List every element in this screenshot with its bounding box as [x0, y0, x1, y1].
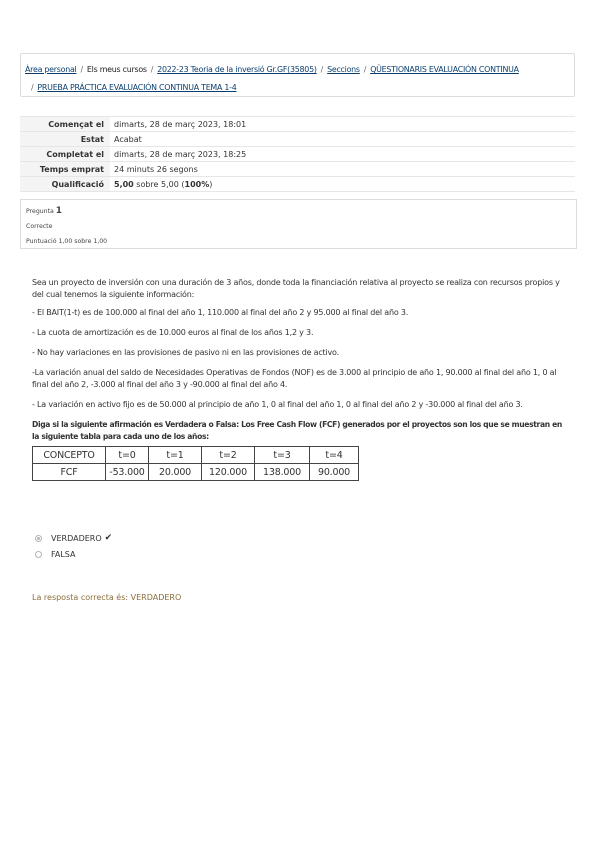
question-text — [32, 277, 567, 481]
summary-row — [20, 162, 575, 177]
summary-value: 24 minuts 26 segons — [114, 164, 198, 174]
summary-value: dimarts, 28 de març 2023, 18:25 — [114, 149, 247, 159]
question-points: Puntuació 1,00 sobre 1,00 — [26, 238, 108, 245]
breadcrumb-separator: / — [150, 65, 154, 74]
question-number-value: 1 — [55, 206, 63, 216]
fcf-header-cell: CONCEPTO — [33, 447, 106, 464]
summary-label: Temps emprat — [20, 162, 110, 177]
summary-row — [20, 117, 575, 132]
question-number — [26, 204, 571, 219]
fcf-cell: -53.000 — [106, 464, 149, 481]
fcf-data-row — [33, 464, 359, 481]
summary-row — [20, 177, 575, 192]
question-paragraph: Sea un proyecto de inversión con una duración de 3 años, donde toda la financiación relativa al proyecto se realiza con recursos propios y del cual tenemos la siguiente información: — [32, 278, 560, 299]
fcf-header-cell: t=2 — [202, 447, 255, 464]
question-info-box — [20, 199, 577, 249]
breadcrumb-separator: / — [80, 65, 83, 74]
breadcrumb-link-prueba[interactable]: PRUEBA PRÁCTICA EVALUACIÓN CONTINUA TEMA 1-4 — [37, 83, 237, 92]
answer-label: VERDADERO — [51, 533, 102, 543]
answer-label: FALSA — [51, 549, 76, 559]
breadcrumb-separator: / — [363, 65, 367, 74]
fcf-table — [32, 446, 359, 481]
question-paragraph: -La variación anual del saldo de Necesidades Operativas de Fondos (NOF) es de 3.000 al principio de año 1, 90.000 al final del año 1, 0 al final del año 2, -3.000 al final del año 3 y -90.000 al final del año 4. — [32, 368, 557, 389]
summary-label: Estat — [20, 132, 110, 147]
breadcrumb-link-seccions[interactable]: Seccions — [327, 65, 360, 74]
summary-label: Completat el — [20, 147, 110, 162]
summary-row — [20, 132, 575, 147]
breadcrumb-link-area-personal[interactable]: Àrea personal — [25, 65, 77, 74]
breadcrumb-link-questionaris[interactable]: QÜESTIONARIS EVALUACIÓN CONTINUA — [370, 65, 519, 74]
attempt-summary-table — [20, 116, 575, 192]
fcf-cell: 20.000 — [149, 464, 202, 481]
radio-button[interactable] — [35, 551, 42, 558]
breadcrumb-separator: / — [320, 65, 324, 74]
question-prefix: Pregunta — [26, 208, 54, 215]
fcf-header-cell: t=0 — [106, 447, 149, 464]
checkmark-icon: ✔ — [104, 533, 113, 543]
grade-end: ) — [209, 179, 213, 189]
question-paragraph: - No hay variaciones en las provisiones de pasivo ni en las provisiones de activo. — [32, 348, 339, 357]
question-paragraph: - El BAIT(1-t) es de 100.000 al final del año 1, 110.000 al final del año 2 y 95.000 al final del año 3. — [32, 308, 409, 317]
fcf-cell: FCF — [33, 464, 106, 481]
summary-label: Qualificació — [20, 177, 110, 192]
question-paragraph: - La variación en activo fijo es de 50.000 al principio de año 1, 0 al final del año 1, 0 al final del año 2 y -30.000 al final del año 3. — [32, 400, 523, 409]
correct-answer-feedback: La resposta correcta és: VERDADERO — [32, 593, 182, 602]
summary-value-grade — [110, 177, 575, 192]
breadcrumb-separator: / — [31, 83, 34, 92]
grade-score: 5,00 — [114, 179, 134, 189]
answer-option-verdadero[interactable] — [35, 530, 112, 546]
fcf-cell: 90.000 — [310, 464, 359, 481]
fcf-header-cell: t=1 — [149, 447, 202, 464]
grade-percent: 100% — [184, 179, 210, 189]
fcf-header-cell: t=3 — [255, 447, 310, 464]
fcf-header-row — [33, 447, 359, 464]
fcf-header-cell: t=4 — [310, 447, 359, 464]
question-prompt: Diga si la siguiente afirmación es Verdadera o Falsa: Los Free Cash Flow (FCF) generados por el proyectos son los que se muestran en la siguiente tabla para cada uno de los años: — [32, 420, 562, 441]
answer-option-falsa[interactable] — [35, 546, 112, 562]
fcf-cell: 120.000 — [202, 464, 255, 481]
summary-label: Començat el — [20, 117, 110, 132]
grade-mid: sobre 5,00 ( — [133, 179, 185, 189]
summary-row — [20, 147, 575, 162]
fcf-cell: 138.000 — [255, 464, 310, 481]
summary-value: dimarts, 28 de març 2023, 18:01 — [114, 119, 247, 129]
radio-button-selected[interactable] — [35, 535, 42, 542]
breadcrumb — [20, 53, 575, 97]
breadcrumb-link-course[interactable]: 2022-23 Teoria de la inversió Gr.GF(35805) — [157, 65, 317, 74]
summary-value: Acabat — [114, 134, 142, 144]
question-paragraph: - La cuota de amortización es de 10.000 euros al final de los años 1,2 y 3. — [32, 328, 314, 337]
question-status: Correcte — [26, 223, 53, 230]
breadcrumb-item-els-meus-cursos: Els meus cursos — [86, 65, 147, 74]
answer-options — [35, 530, 112, 562]
